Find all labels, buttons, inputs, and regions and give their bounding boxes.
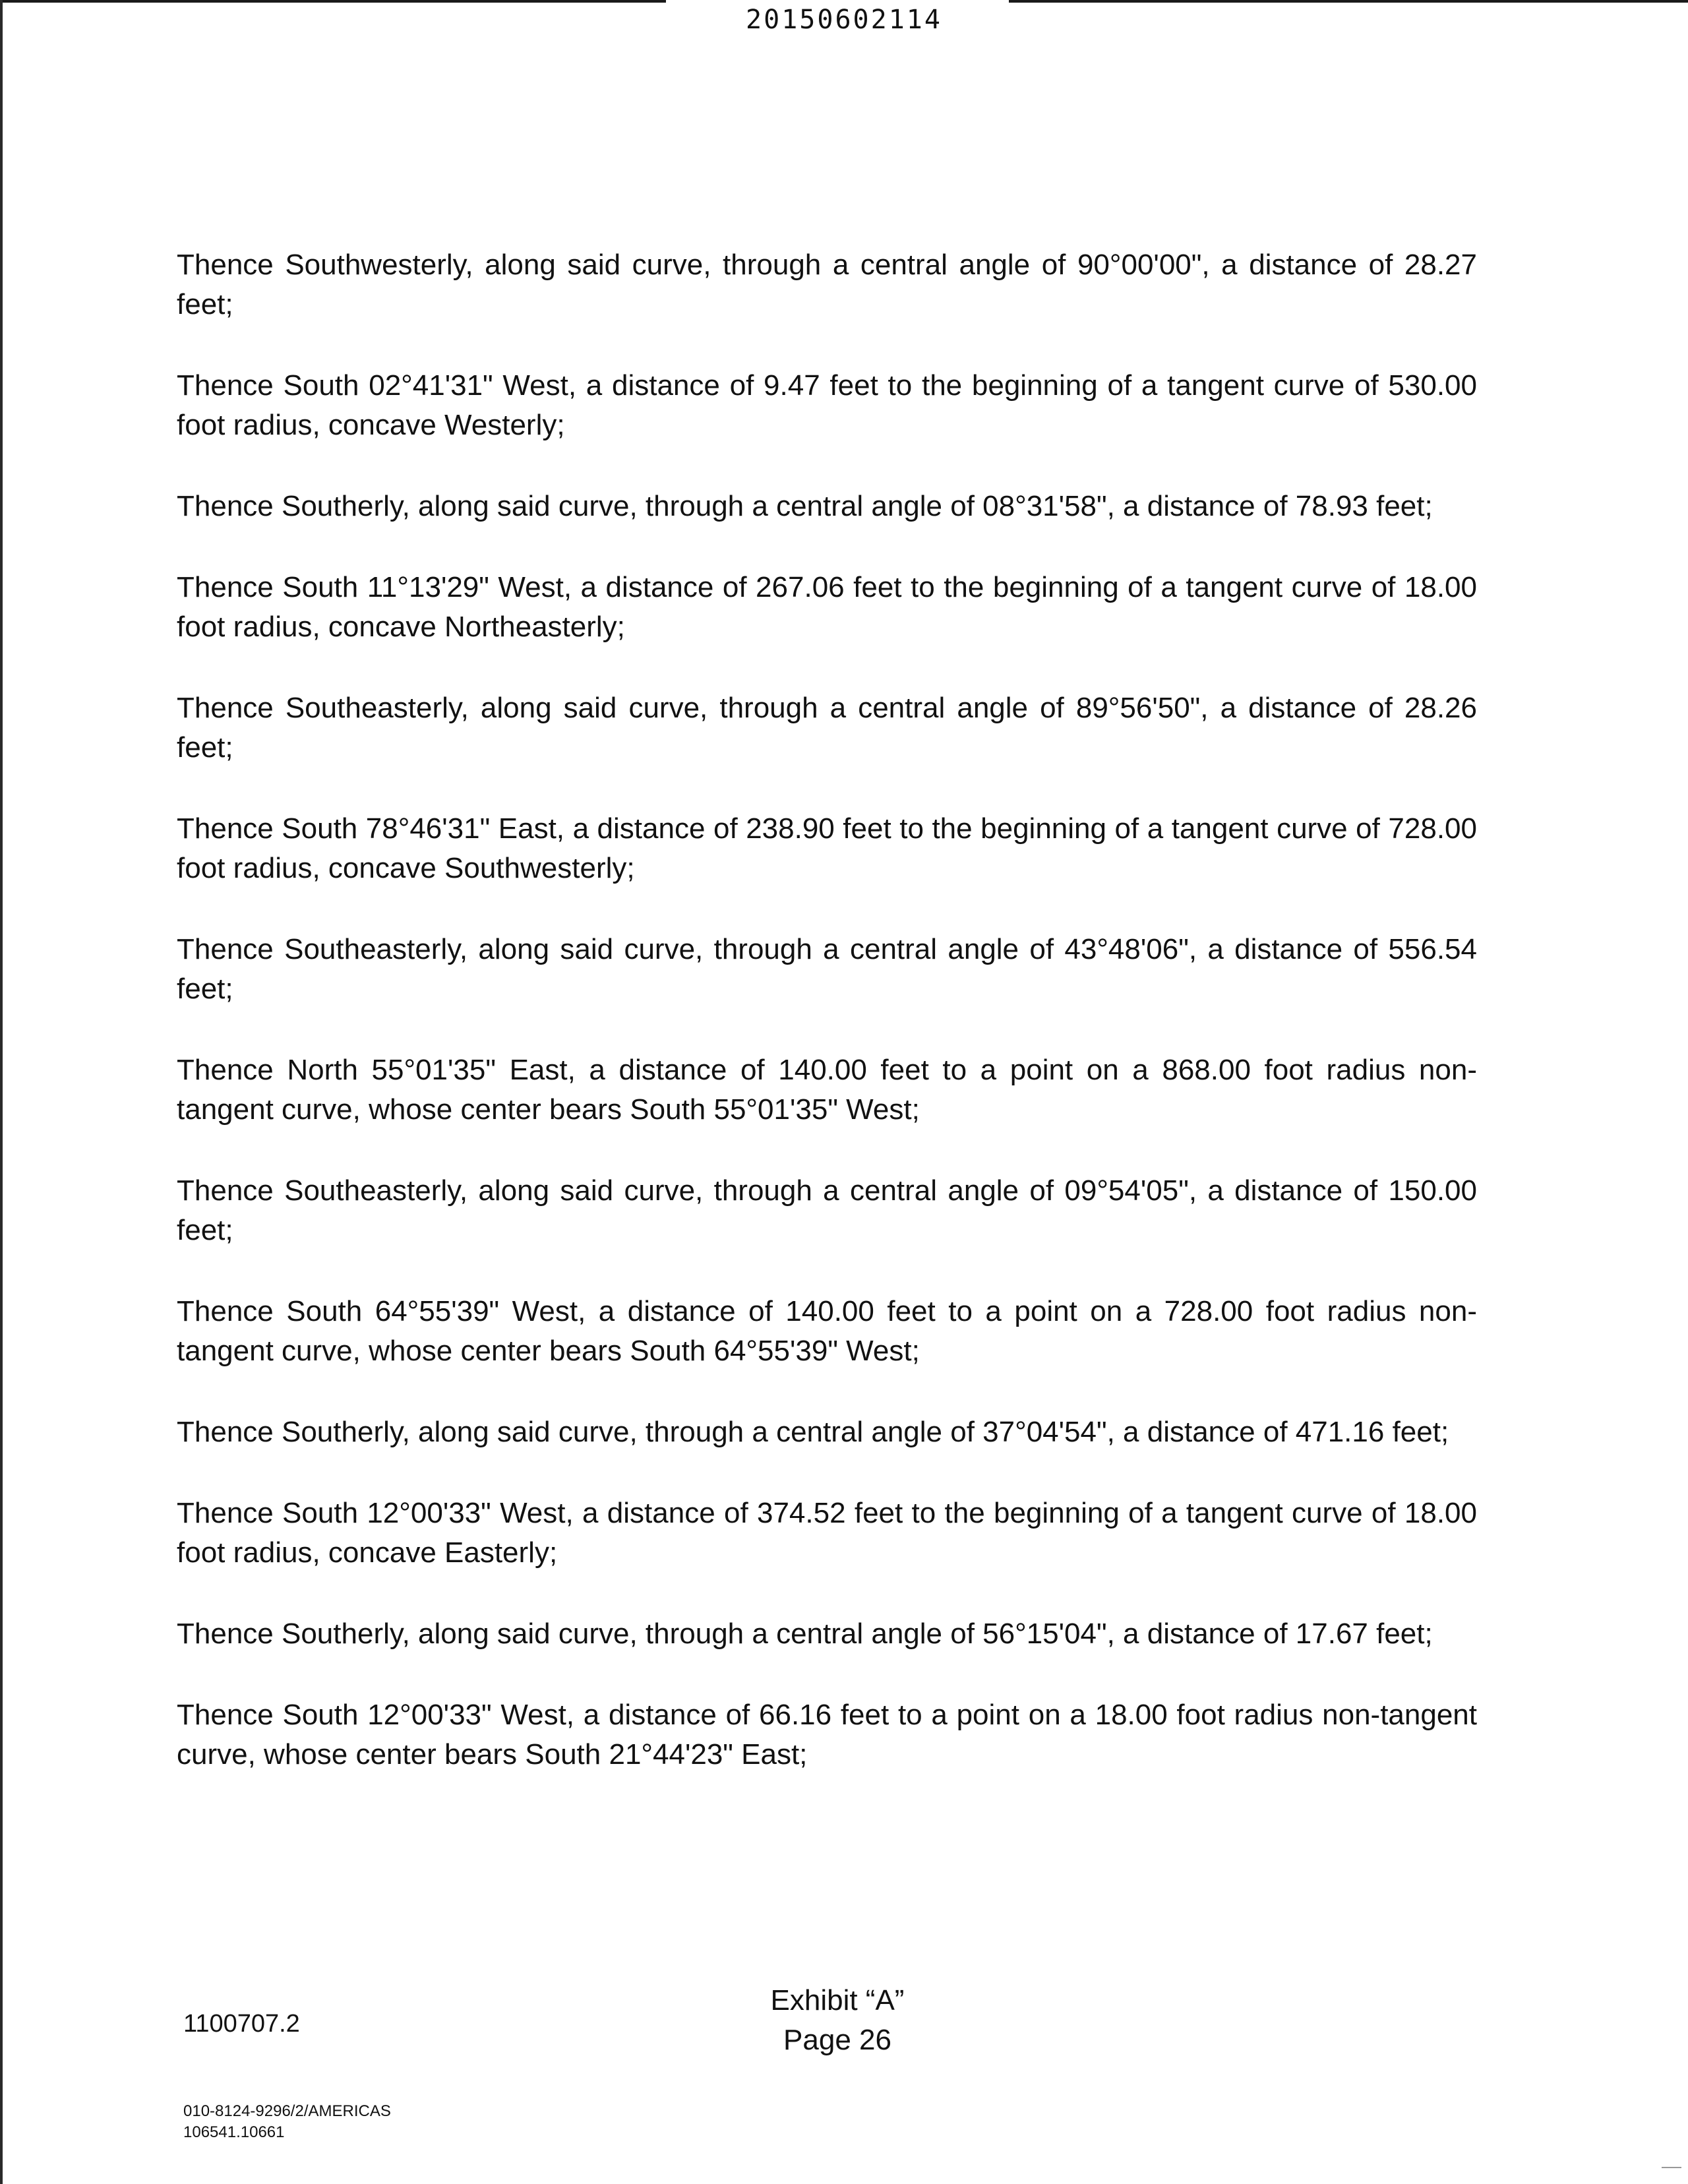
course-paragraph: Thence Southeasterly, along said curve, through a central angle of 43°48'06", a distance of 556.54 feet; bbox=[177, 933, 1477, 1005]
course-paragraph: Thence South 11°13'29" West, a distance of 267.06 feet to the beginning of a tangent curve of 18.00 foot radius, concave Northeasterly; bbox=[177, 571, 1477, 643]
course-paragraph: Thence North 55°01'35" East, a distance of 140.00 feet to a point on a 868.00 foot radius non-tangent curve, whose center bears South 55°01'35" West; bbox=[177, 1054, 1477, 1126]
page-number: Page 26 bbox=[783, 2024, 891, 2056]
course-paragraph: Thence South 02°41'31" West, a distance of 9.47 feet to the beginning of a tangent curve of 530.00 foot radius, concave Westerly; bbox=[177, 369, 1477, 441]
course-paragraph: Thence Southeasterly, along said curve, through a central angle of 09°54'05", a distance of 150.00 feet; bbox=[177, 1174, 1477, 1246]
course-paragraph: Thence Southwesterly, along said curve, through a central angle of 90°00'00", a distance of 28.27 feet; bbox=[177, 249, 1477, 320]
footer-exhibit-block bbox=[686, 1981, 989, 2060]
course-paragraph: Thence Southerly, along said curve, through a central angle of 56°15'04", a distance of 17.67 feet; bbox=[177, 1618, 1433, 1650]
scan-border-top-left bbox=[0, 0, 666, 3]
recording-number: 20150602114 bbox=[746, 5, 942, 35]
course-paragraph: Thence Southerly, along said curve, through a central angle of 37°04'54", a distance of 471.16 feet; bbox=[177, 1416, 1449, 1448]
course-paragraph: Thence South 12°00'33" West, a distance of 374.52 feet to the beginning of a tangent curve of 18.00 foot radius, concave Easterly; bbox=[177, 1497, 1477, 1569]
course-paragraph: Thence South 78°46'31" East, a distance of 238.90 feet to the beginning of a tangent curve of 728.00 foot radius, concave Southwesterly; bbox=[177, 812, 1477, 884]
course-paragraph: Thence South 12°00'33" West, a distance of 66.16 feet to a point on a 18.00 foot radius non-tangent curve, whose center bears South 21°44'23" East; bbox=[177, 1699, 1477, 1771]
footer-reference-block bbox=[183, 2101, 391, 2143]
footer-reference-line: 010-8124-9296/2/AMERICAS bbox=[183, 2102, 391, 2120]
scan-corner-mark bbox=[1662, 2167, 1681, 2168]
course-paragraph: Thence Southerly, along said curve, through a central angle of 08°31'58", a distance of 78.93 feet; bbox=[177, 490, 1433, 522]
course-paragraph: Thence South 64°55'39" West, a distance of 140.00 feet to a point on a 728.00 foot radius non-tangent curve, whose center bears South 64°55'39" West; bbox=[177, 1295, 1477, 1367]
footer-reference-line: 106541.10661 bbox=[183, 2123, 285, 2141]
scan-border-left bbox=[0, 0, 3, 2184]
course-paragraph: Thence Southeasterly, along said curve, through a central angle of 89°56'50", a distance of 28.26 feet; bbox=[177, 692, 1477, 764]
scan-border-top-right bbox=[1009, 0, 1688, 3]
exhibit-label: Exhibit “A” bbox=[770, 1984, 905, 2017]
legal-description-body bbox=[177, 245, 1477, 1816]
footer-document-id: 1100707.2 bbox=[183, 2010, 300, 2038]
